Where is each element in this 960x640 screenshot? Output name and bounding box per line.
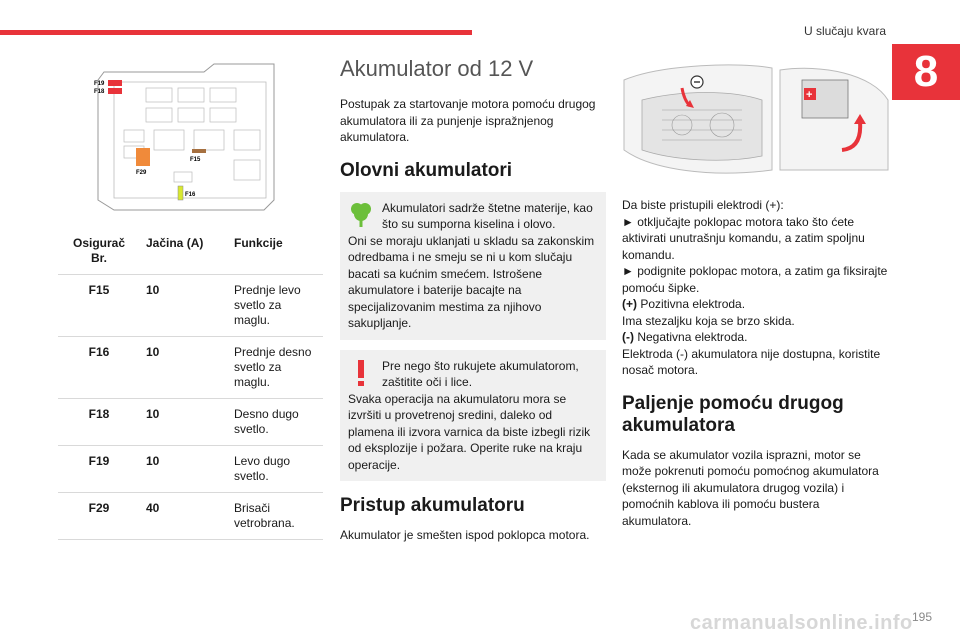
fuse-label-f29: F29 <box>136 170 147 176</box>
table-row <box>58 399 323 446</box>
fuse-id: F18 <box>58 399 140 446</box>
negative-note: Elektroda (-) akumulatora nije dostupna, koristite nosač motora. <box>622 346 881 377</box>
watermark: carmanualsonline.info <box>690 612 913 634</box>
engine-bay-illustration <box>622 60 890 180</box>
fuse-id: F15 <box>58 275 140 337</box>
access-column <box>622 60 890 529</box>
tree-icon <box>348 200 374 228</box>
positive-terminal <box>622 296 890 313</box>
negative-text: Negativna elektroda. <box>634 330 748 344</box>
fuse-label-f16: F16 <box>185 192 196 198</box>
fuse-function: Prednje levo svetlo za maglu. <box>228 275 323 337</box>
intro-text: Postupak za startovanje motora pomoću drugog akumulatora ili za punjenje ispražnjenog akumulatora. <box>340 97 596 144</box>
chapter-badge: 8 <box>892 44 960 100</box>
fuse-id: F29 <box>58 493 140 540</box>
positive-label: (+) <box>622 297 637 311</box>
fuse-function: Levo dugo svetlo. <box>228 446 323 493</box>
access-intro: Da biste pristupili elektrodi (+): <box>622 198 784 212</box>
fuse-label-f15: F15 <box>190 157 201 163</box>
table-row <box>58 337 323 399</box>
fuse-table <box>58 228 323 540</box>
environment-notice <box>340 192 606 340</box>
warning-notice <box>340 350 606 482</box>
fuse-id: F16 <box>58 337 140 399</box>
fuse-label-f18: F18 <box>94 89 105 95</box>
fuse-amp: 10 <box>140 446 228 493</box>
warning-body: Svaka operacija na akumulatoru mora se izvršiti u provetrenoj sredini, daleko od plamena ili izvora varnica da biste izbegli rizik od eksplozije i požara. Operite ruke na kraju operacije. <box>348 391 591 472</box>
jump-start-heading: Paljenje pomoću drugog akumulatora <box>622 392 844 436</box>
jump-start-text: Kada se akumulator vozila isprazni, motor se može pokrenuti pomoću pomoćnog akumulatora (eksternog ili akumulatora drugog vozila) i pomoćnih kablova ili pomoću bustera akumulatora. <box>622 447 879 528</box>
step-raise: ► podignite poklopac motora, a zatim ga fiksirajte pomoću šipke. <box>622 264 888 295</box>
section-title: U slučaju kvara <box>803 24 886 38</box>
fuse-amp: 10 <box>140 275 228 337</box>
fuse-table-header <box>58 228 323 275</box>
fuse-function: Brisači vetrobrana. <box>228 493 323 540</box>
svg-text:+: + <box>806 89 813 101</box>
fuse-amp: 40 <box>140 493 228 540</box>
environment-body: Oni se moraju uklanjati u skladu sa zakonskim odredbama i ne smeju se ni u kom slučaju bacati sa kućnim smećem. Istrošene akumulatore i baterije bacajte na specijalizovanim mestima za njihovo sakupljanje. <box>348 233 595 330</box>
battery-access-text: Akumulator je smešten ispod poklopca motora. <box>340 528 590 542</box>
table-row <box>58 275 323 337</box>
fuse-label-f19: F19 <box>94 81 105 87</box>
table-row <box>58 446 323 493</box>
warning-lead: Pre nego što rukujete akumulatorom, zaštitite oči i lice. <box>382 358 579 389</box>
lead-batteries-heading: Olovni akumulatori <box>340 159 513 181</box>
negative-label: (-) <box>622 330 634 344</box>
fuse-amp: 10 <box>140 399 228 446</box>
step-unlock: ► otključajte poklopac motora tako što ćete aktivirati unutrašnju komandu, a zatim spoljnu komandu. <box>622 214 865 262</box>
header-accent-bar <box>0 30 472 35</box>
battery-column <box>340 56 606 544</box>
fuse-function: Prednje desno svetlo za maglu. <box>228 337 323 399</box>
battery-access-heading: Pristup akumulatoru <box>340 495 525 516</box>
fuse-amp: 10 <box>140 337 228 399</box>
exclamation-icon <box>348 358 374 388</box>
fuse-id: F19 <box>58 446 140 493</box>
positive-text: Pozitivna elektroda. <box>637 297 746 311</box>
header-fuse-number: Osigurač Br. <box>58 228 140 275</box>
positive-note: Ima stezaljku koja se brzo skida. <box>622 313 795 328</box>
page-number: 195 <box>911 610 932 624</box>
fusebox-diagram <box>84 60 284 220</box>
negative-terminal <box>622 329 890 346</box>
environment-lead: Akumulatori sadrže štetne materije, kao što su sumporna kiselina i olovo. <box>382 200 593 231</box>
header-functions: Funkcije <box>228 228 323 275</box>
table-row <box>58 493 323 540</box>
page-title: Akumulator od 12 V <box>340 56 534 81</box>
header-amperage: Jačina (A) <box>140 228 228 275</box>
fuse-function: Desno dugo svetlo. <box>228 399 323 446</box>
